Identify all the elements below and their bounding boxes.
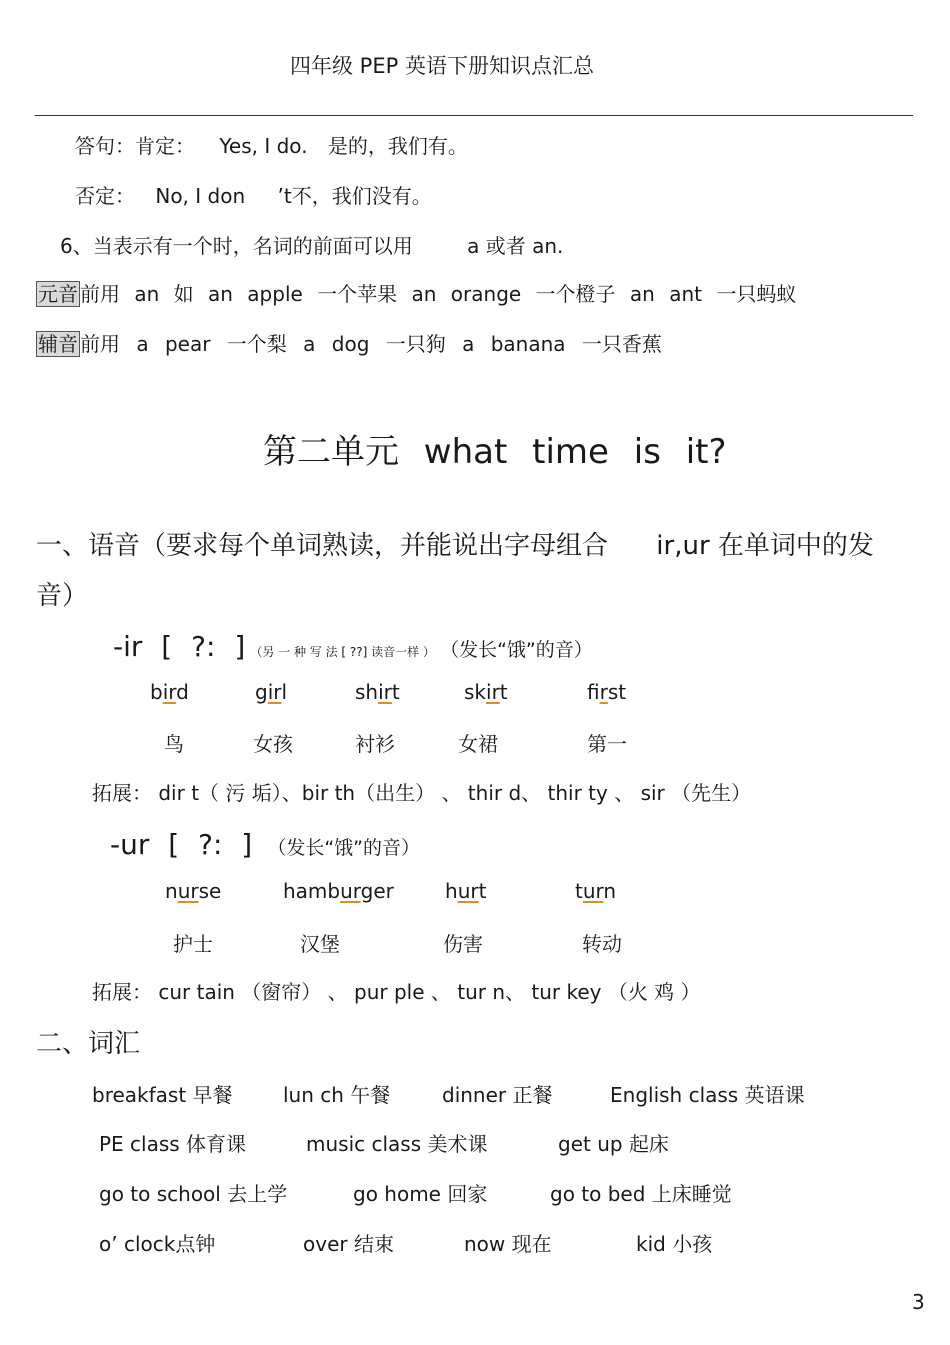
ur-meaning-1: 护士 — [173, 932, 213, 956]
negative-answer: No, I don — [155, 184, 246, 208]
vocab-heading: 二、词汇 — [36, 1029, 141, 1059]
vocab-row-3-item-3: go to bed 上床睡觉 — [550, 1182, 732, 1206]
vowel-line — [36, 278, 796, 307]
word-underlined-part: ur — [340, 879, 361, 903]
consonant-line — [36, 328, 662, 357]
ur-word-2 — [283, 879, 394, 903]
word-part: sk — [464, 680, 487, 704]
rule-6-line — [60, 230, 563, 259]
word-part: hamb — [283, 879, 341, 903]
ir-meaning-4: 女裙 — [458, 732, 498, 756]
rule-6-text: 6、当表示有一个时，名词的前面可以用 — [60, 234, 413, 258]
word-part: h — [445, 879, 458, 903]
page-number: 3 — [912, 1290, 925, 1314]
consonant-rule: 前用 a pear 一个梨 a dog 一只狗 a banana 一只香蕉 — [80, 332, 662, 356]
vocab-row-4-item-4: kid 小孩 — [636, 1232, 713, 1256]
ur-sound-head-line — [110, 828, 420, 861]
ir-extension: 拓展： dir t（ 污 垢）、bir th（出生） 、 thir d、 thir ty 、 sir （先生） — [92, 781, 752, 805]
ur-meaning-3: 伤害 — [443, 932, 483, 956]
phonics-heading-part-1: 一、语音（要求每个单词熟读，并能说出字母组合 — [36, 531, 609, 561]
answer-line — [75, 130, 468, 159]
vocab-row-1-item-2: lun ch 午餐 — [283, 1083, 391, 1107]
word-part: se — [198, 879, 222, 903]
vocab-row-1-item-3: dinner 正餐 — [442, 1083, 553, 1107]
negative-rest: ’t不，我们没有。 — [277, 184, 432, 208]
ur-meaning-4: 转动 — [582, 932, 622, 956]
word-underlined-part: ir — [267, 680, 282, 704]
word-part: st — [607, 680, 627, 704]
ir-sound-note: （发长“饿”的音） — [440, 639, 593, 661]
ir-sound-head: -ir [ ?: ] — [113, 630, 246, 663]
consonant-box: 辅音 — [38, 332, 78, 356]
unit-2-title: 第二单元 what time is it? — [263, 432, 727, 472]
vocab-row-2-item-1: PE class 体育课 — [99, 1132, 247, 1156]
vocab-row-4-item-1: o’ clock点钟 — [99, 1232, 216, 1256]
answer-yes-cn: 是的，我们有。 — [327, 134, 468, 158]
ur-sound-note: （发长“饿”的音） — [267, 837, 420, 859]
ir-word-2 — [255, 680, 287, 704]
ur-word-1 — [165, 879, 221, 903]
word-part: t — [478, 879, 487, 903]
word-part: t — [499, 680, 508, 704]
answer-label: 答句：肯定： — [75, 134, 195, 158]
vocab-row-1-item-1: breakfast 早餐 — [92, 1083, 233, 1107]
vocab-row-2-item-3: get up 起床 — [558, 1132, 669, 1156]
phonics-heading-wrap: 音） — [36, 581, 89, 611]
word-underlined-part: ur — [457, 879, 479, 903]
ir-sound-head-line — [113, 630, 593, 663]
phonics-heading-part-2: ir,ur 在单词中的发 — [656, 531, 874, 561]
word-part: t — [391, 680, 400, 704]
word-part: l — [281, 680, 288, 704]
page-header-title: 四年级 PEP 英语下册知识点汇总 — [290, 54, 594, 78]
ur-word-4 — [575, 879, 616, 903]
vocab-row-1-item-4: English class 英语课 — [610, 1083, 805, 1107]
word-underlined-part: ir — [599, 680, 608, 704]
vocab-row-2-item-2: music class 美术课 — [306, 1132, 488, 1156]
word-part: t — [575, 879, 583, 903]
ur-sound-head: -ur [ ?: ] — [110, 828, 253, 861]
word-part: g — [255, 680, 268, 704]
ir-meaning-5: 第一 — [587, 732, 627, 756]
word-part: d — [176, 680, 189, 704]
rule-6-tail: a 或者 an. — [467, 234, 564, 258]
word-part: n — [603, 879, 617, 903]
word-underlined-part: ur — [582, 879, 604, 903]
negative-line — [75, 180, 432, 209]
ir-sound-note-small: （另 一 种 写 法 [ ??] 读音一样 ） — [250, 645, 435, 659]
word-part: ger — [360, 879, 394, 903]
vocab-row-3-item-2: go home 回家 — [353, 1182, 488, 1206]
word-underlined-part: ir — [162, 680, 177, 704]
answer-yes: Yes, I do. — [219, 134, 308, 158]
word-part: n — [165, 879, 178, 903]
vowel-box: 元音 — [38, 282, 78, 306]
ir-word-3 — [355, 680, 400, 704]
word-part: f — [587, 680, 600, 704]
ir-meaning-2: 女孩 — [253, 732, 293, 756]
vocab-row-3-item-1: go to school 去上学 — [99, 1182, 288, 1206]
ur-word-3 — [445, 879, 486, 903]
word-part: sh — [355, 680, 379, 704]
word-underlined-part: ir — [486, 680, 500, 704]
ir-word-4 — [464, 680, 508, 704]
word-part: b — [150, 680, 163, 704]
negative-label: 否定： — [75, 184, 135, 208]
header-rule — [35, 115, 913, 116]
ir-word-1 — [150, 680, 189, 704]
ur-extension: 拓展： cur tain （窗帘） 、 pur ple 、 tur n、 tur key （火 鸡 ） — [92, 980, 701, 1004]
ir-meaning-3: 衬衫 — [355, 732, 395, 756]
vocab-row-4-item-3: now 现在 — [464, 1232, 552, 1256]
vocab-row-4-item-2: over 结束 — [303, 1232, 394, 1256]
word-underlined-part: ir — [378, 680, 392, 704]
phonics-heading — [36, 525, 874, 562]
ir-word-5 — [587, 680, 626, 704]
ir-meaning-1: 鸟 — [164, 732, 184, 756]
vowel-rule: 前用 an 如 an apple 一个苹果 an orange 一个橙子 an ant 一只蚂蚁 — [80, 282, 797, 306]
ur-meaning-2: 汉堡 — [300, 932, 340, 956]
word-underlined-part: ur — [177, 879, 199, 903]
